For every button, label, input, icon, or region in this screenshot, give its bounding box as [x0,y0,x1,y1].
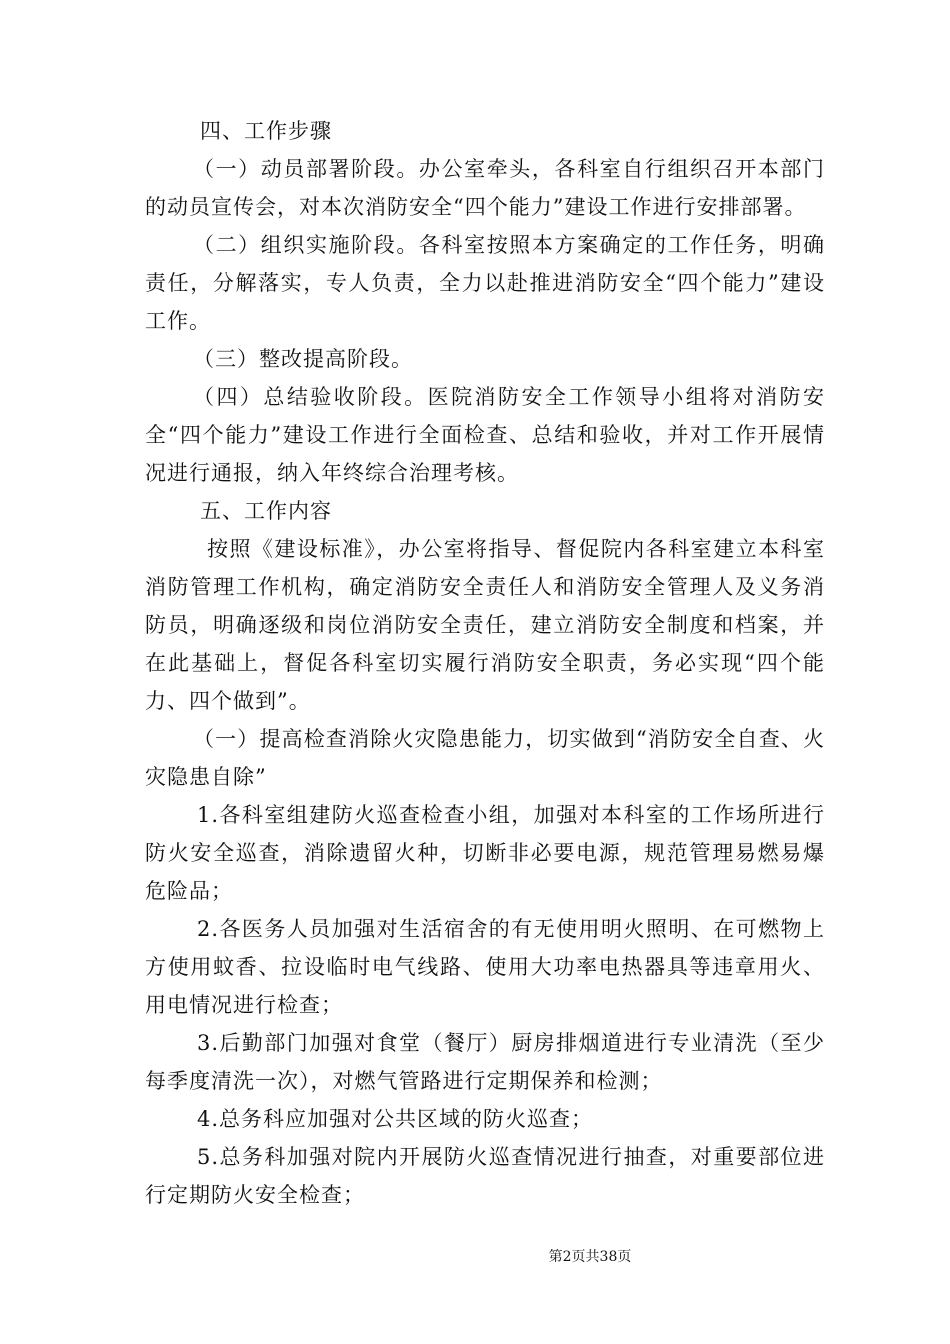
document-body [145,112,825,1214]
list-item-2: 2.各医务人员加强对生活宿舍的有无使用明火照明、在可燃物上方使用蚊香、拉设临时电气线路、使用大功率电热器具等违章用火、用电情况进行检查； [145,917,825,1017]
section-heading-steps: 四、工作步骤 [200,119,332,143]
page-footer [0,1246,950,1266]
page-number: 第2页共38页 [548,1249,632,1265]
paragraph-subsection-1: （一）提高检查消除火灾隐患能力，切实做到“消防安全自查、火灾隐患自除” [145,727,825,789]
paragraph-step-3: （三）整改提高阶段。 [193,347,413,371]
paragraph-step-4: （四）总结验收阶段。医院消防安全工作领导小组将对消防安全“四个能力”建设工作进行全面检查、总结和验收，并对工作开展情况进行通报，纳入年终综合治理考核。 [145,385,825,485]
paragraph-step-1: （一）动员部署阶段。办公室牵头，各科室自行组织召开本部门的动员宣传会，对本次消防安全“四个能力”建设工作进行安排部署。 [145,157,825,219]
list-item-1: 1.各科室组建防火巡查检查小组，加强对本科室的工作场所进行防火安全巡查，消除遗留火种，切断非必要电源，规范管理易燃易爆危险品； [145,803,825,903]
section-heading-content: 五、工作内容 [200,499,332,523]
paragraph-content-intro: 按照《建设标准》，办公室将指导、督促院内各科室建立本科室消防管理工作机构，确定消防安全责任人和消防安全管理人及义务消防员，明确逐级和岗位消防安全责任，建立消防安全制度和档案，并在此基础上，督促各科室切实履行消防安全职责，务必实现“四个能力、四个做到”。 [145,537,825,713]
list-item-5: 5.总务科加强对院内开展防火巡查情况进行抽查，对重要部位进行定期防火安全检查； [145,1145,825,1207]
paragraph-step-2: （二）组织实施阶段。各科室按照本方案确定的工作任务，明确责任，分解落实，专人负责，全力以赴推进消防安全“四个能力”建设工作。 [145,233,825,333]
list-item-4: 4.总务科应加强对公共区域的防火巡查； [197,1107,594,1131]
list-item-3: 3.后勤部门加强对食堂（餐厅）厨房排烟道进行专业清洗（至少每季度清洗一次），对燃气管路进行定期保养和检测； [145,1031,825,1093]
